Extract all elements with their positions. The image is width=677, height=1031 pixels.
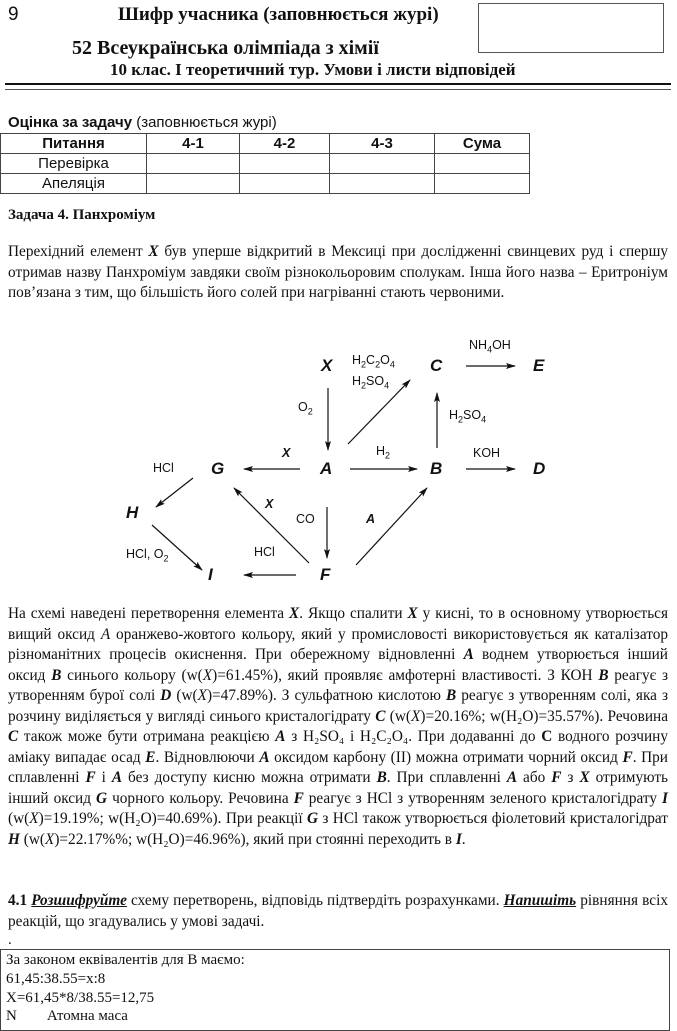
- symbol: F: [622, 748, 633, 766]
- label-oxalic-sulfuric: $H_2C_2O_4$ $H_2SO_4$: [352, 353, 395, 390]
- label-h2so4: $H_2SO_4$: [449, 408, 487, 425]
- text-run: чорного кольору. Речовина: [107, 789, 294, 807]
- col-4-3: 4-3: [330, 134, 435, 154]
- question-number: 4.1: [8, 892, 32, 909]
- text-run: без доступу кисню можна отримати: [122, 769, 377, 786]
- symbol: X: [579, 769, 590, 786]
- answer-line: X=61,45*8/38.55=12,75: [6, 990, 155, 1006]
- text-run: (w(: [8, 810, 30, 827]
- symbol: X: [289, 605, 300, 622]
- text-run: . При сплавленні: [386, 769, 507, 786]
- symbol: A: [275, 728, 286, 745]
- label-hcl-fi: HCl: [254, 545, 275, 559]
- transformation-diagram: [0, 330, 677, 590]
- arrow-g-to-h: [156, 478, 193, 507]
- answer-line: 61,45:38.55=x:8: [6, 971, 106, 987]
- col-4-1: 4-1: [147, 134, 240, 154]
- stray-dot: .: [8, 932, 12, 948]
- table-row: [1, 154, 530, 174]
- question-verb-decode: Розшифруйте: [31, 892, 127, 909]
- symbol: I: [662, 789, 668, 807]
- participant-cipher-box[interactable]: [478, 3, 664, 53]
- text-run: воднем утворюється інший оксид: [8, 646, 668, 684]
- symbol: A: [506, 769, 518, 786]
- text-run: . Якщо спалити: [299, 605, 408, 622]
- score-title-bold: Оцінка за задачу: [8, 114, 133, 131]
- symbol: B: [598, 666, 609, 684]
- text-run: . При сплавленні: [8, 748, 668, 786]
- table-row: [1, 174, 530, 194]
- row-label-check: Перевірка: [1, 154, 147, 174]
- text-run: оксидом карбону (II) можна отримати чорний оксид: [269, 748, 623, 766]
- olympiad-title: 52 Всеукраїнська олімпіада з хімії: [72, 37, 379, 59]
- node-a: A: [320, 459, 333, 478]
- col-4-2: 4-2: [240, 134, 330, 154]
- question-4-1: [8, 890, 668, 932]
- text-run: (w(: [385, 707, 411, 725]
- label-a-fb: A: [366, 512, 376, 526]
- text-run: у кисні, то в основному утворюється вищий оксид: [8, 605, 669, 643]
- node-b: B: [430, 459, 443, 478]
- score-table-header: [1, 134, 530, 154]
- text-run: реагує з утворенням солі, яка з розчину виділяється у вигляді синього кристалогідрату: [8, 687, 669, 725]
- text-run: (w(: [19, 830, 45, 848]
- node-h: H: [126, 503, 139, 522]
- symbol: F: [85, 769, 96, 786]
- label-co: CO: [296, 512, 315, 526]
- text-run: Перехідний елемент: [8, 243, 149, 260]
- col-question: Питання: [1, 134, 147, 154]
- node-d: D: [533, 459, 546, 478]
- question-text-1: схему перетворень, відповідь підтвердіть розрахунками.: [126, 892, 504, 909]
- node-e: E: [533, 356, 545, 375]
- symbol: B: [51, 666, 62, 684]
- node-i: I: [208, 565, 213, 584]
- answer-line: N Атомна маса: [6, 1008, 128, 1024]
- symbol: F: [293, 789, 304, 807]
- label-o2: $O_2$: [298, 400, 313, 417]
- task-condition: [8, 604, 668, 850]
- header-divider-thick: [5, 83, 671, 85]
- arrow-f-to-b: [356, 488, 427, 565]
- symbol: X: [202, 666, 213, 684]
- symbol: A: [259, 748, 270, 766]
- symbol: H: [8, 830, 20, 848]
- symbol: C: [375, 707, 386, 725]
- page-number: 9: [8, 4, 19, 25]
- score-cell[interactable]: [147, 154, 240, 174]
- label-nh4oh: $NH_4OH$: [469, 338, 511, 355]
- text-run: реагує з утворенням бурої солі: [8, 666, 668, 704]
- node-g: G: [211, 459, 225, 478]
- symbol: B: [446, 687, 457, 704]
- text-run: також може бути отримана реакцією: [18, 728, 276, 745]
- text-run: з H₂SO₄ і H₂C₂O₄. При додаванні до: [285, 728, 542, 745]
- label-hcl-o2: HCl, $O_2$: [126, 547, 169, 564]
- text-run: синього кольору (w(: [61, 666, 203, 684]
- symbol: I: [455, 830, 462, 848]
- row-label-appeal: Апеляція: [1, 174, 147, 194]
- task-title: Задача 4. Панхроміум: [8, 207, 156, 223]
- symbol: X: [44, 830, 55, 848]
- text-run: водного розчину аміаку випадає осад: [8, 728, 668, 766]
- score-cell[interactable]: [435, 154, 530, 174]
- node-f: F: [320, 565, 331, 584]
- text-run: На схемі наведені перетворення елемента: [8, 605, 290, 622]
- text-run: з: [561, 769, 580, 786]
- question-text-2: рівняння всіх реакцій, що згадувались у умові задачі.: [8, 892, 668, 930]
- text-run: отримують інший оксид: [8, 769, 668, 807]
- symbol: X: [407, 605, 418, 622]
- text-run: (w(: [171, 687, 198, 704]
- symbol: A: [111, 769, 123, 786]
- symbol: E: [145, 748, 156, 766]
- symbol: A: [100, 625, 111, 643]
- text-run: оранжево-жовтого кольору, який у промисловості використовується як каталізатор різноманітних процесів окиснення. При обережному відновленні: [8, 625, 668, 663]
- header-divider-thin: [5, 89, 671, 90]
- score-cell[interactable]: [240, 174, 330, 194]
- label-x-fg: X: [265, 497, 274, 511]
- symbol: X: [197, 687, 207, 704]
- text-run: )=19.19%; w(H₂O)=40.69%). При реакції: [38, 810, 307, 827]
- score-cell[interactable]: [330, 154, 435, 174]
- text-run: )=61.45%), який проявляє амфотерні властивості. З КОН: [212, 666, 599, 684]
- text-run: .: [461, 830, 466, 848]
- symbol: C: [8, 728, 19, 745]
- symbol: X: [411, 707, 421, 725]
- text-run: і: [95, 769, 112, 786]
- label-x-ag: X: [282, 446, 291, 460]
- score-cell[interactable]: [240, 154, 330, 174]
- col-sum: Сума: [435, 134, 530, 154]
- text-run: )=20.16%; w(H₂O)=35.57%). Речовина: [420, 707, 668, 725]
- score-cell[interactable]: [147, 174, 240, 194]
- symbol: G: [306, 810, 319, 827]
- score-section-title: [8, 114, 277, 131]
- symbol: A: [463, 646, 474, 663]
- symbol: X: [148, 243, 159, 260]
- text-run: )=22.17%%; w(H₂O)=46.96%), який при стоянні переходить в: [54, 830, 456, 848]
- text-run: . Відновлюючи: [155, 748, 260, 766]
- text-run: або: [517, 769, 552, 786]
- symbol: F: [551, 769, 562, 786]
- text-run: реагує з HCl з утворенням зеленого кристалогідрату: [303, 789, 663, 807]
- page-subtitle: 10 клас. І теоретичний тур. Умови і листи відповідей: [110, 60, 516, 79]
- node-x: X: [321, 356, 333, 375]
- label-hcl-gh: HCl: [153, 461, 174, 475]
- node-c: C: [430, 356, 443, 375]
- task-intro: [8, 242, 668, 304]
- symbol: G: [96, 789, 108, 807]
- participant-cipher-label: Шифр учасника (заповнюється журі): [118, 4, 439, 25]
- text-run: з HCl також утворюється фіолетовий кристалогідрат: [318, 810, 668, 827]
- symbol: X: [29, 810, 39, 827]
- symbol: D: [160, 687, 172, 704]
- score-table: [0, 133, 530, 194]
- symbol: C: [541, 728, 553, 745]
- text-run: був уперше відкритий в Мексиці при дослідженні свинцевих руд і спершу отримав назву Панхроміум завдяки своїм різнокольоровим сполукам. Інша його назва – Еритроніум пов’язана з тим, що більшість його солей при нагріванні стають червоними.: [8, 243, 668, 301]
- answer-line: За законом еквівалентів для В маємо:: [6, 952, 245, 968]
- score-cell[interactable]: [435, 174, 530, 194]
- symbol: B: [376, 769, 387, 786]
- score-title-note: (заповнюється журі): [132, 114, 277, 131]
- label-koh: KOH: [473, 446, 501, 460]
- label-h2: $H_2$: [376, 444, 391, 461]
- question-verb-write: Напишіть: [503, 892, 577, 909]
- text-run: )=47.89%). З сульфатною кислотою: [206, 687, 447, 704]
- score-cell[interactable]: [330, 174, 435, 194]
